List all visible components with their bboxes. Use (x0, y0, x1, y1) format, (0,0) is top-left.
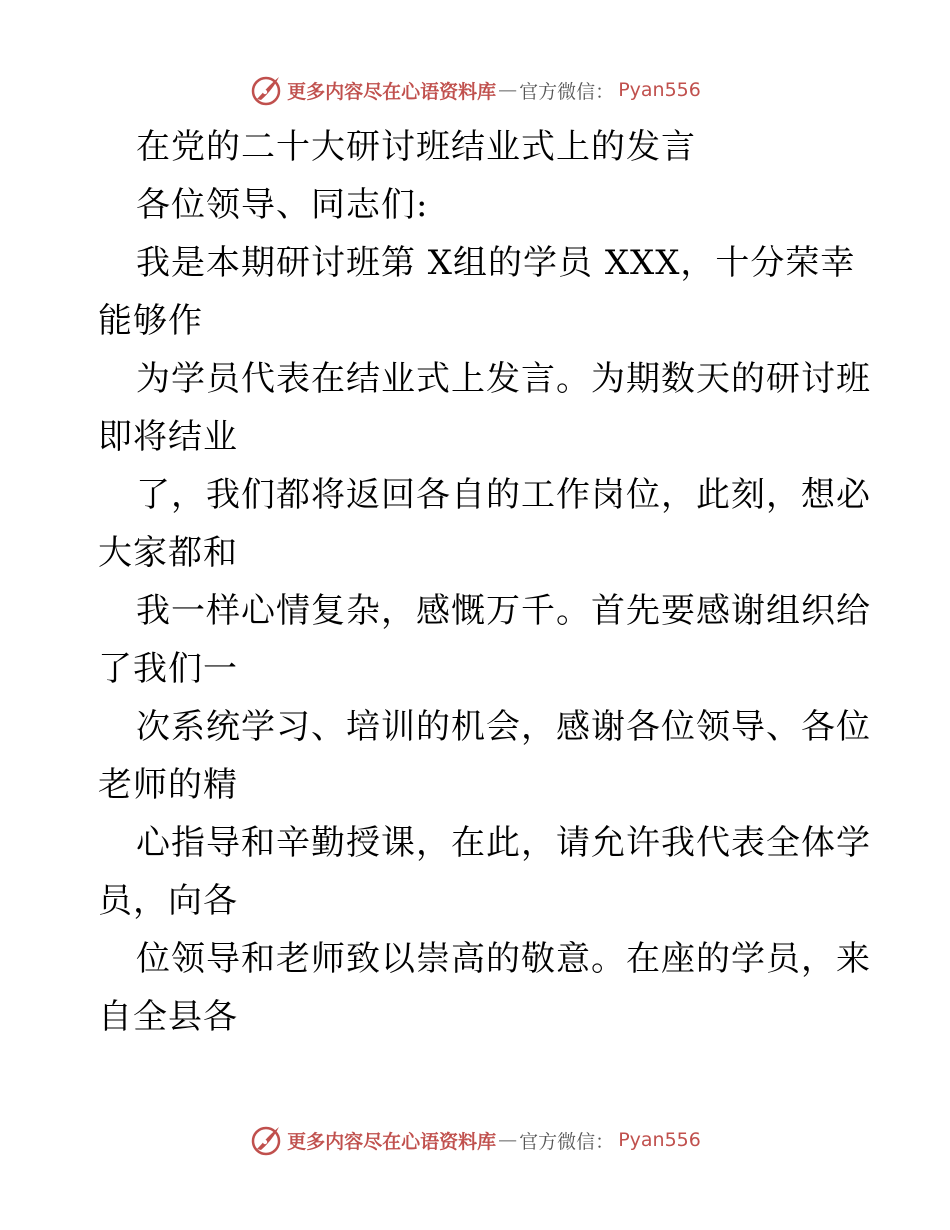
text-line: 心指导和辛勤授课，在此，请允许我代表全体学 (136, 823, 871, 863)
site-name: 更多内容尽在心语资料库 (287, 80, 497, 103)
text-line: 我是本期研讨班第 X组的学员 XXX，十分荣幸 (136, 243, 856, 283)
quill-pen-circle-icon (249, 1123, 283, 1157)
wechat-label: 官方微信： (519, 1130, 615, 1153)
text-line: 了，我们都将返回各自的工作岗位，此刻，想必 (136, 475, 871, 515)
separator-dash: — (498, 1129, 518, 1151)
separator-dash: — (498, 79, 518, 101)
salutation: 各位领导、同志们: (136, 185, 429, 225)
site-name: 更多内容尽在心语资料库 (287, 1130, 497, 1153)
text-line: 我一样心情复杂，感慨万千。首先要感谢组织给 (136, 591, 871, 631)
text-line: 为学员代表在结业式上发言。为期数天的研讨班 (136, 359, 871, 399)
quill-pen-circle-icon (249, 73, 283, 107)
wechat-label: 官方微信： (519, 80, 615, 103)
document-body (98, 118, 871, 1046)
text-line: 次系统学习、培训的机会，感谢各位领导、各位 (136, 707, 871, 747)
text-line: 员，向各 (98, 881, 238, 921)
text-line: 大家都和 (98, 533, 238, 573)
text-line: 即将结业 (98, 417, 238, 457)
text-line: 老师的精 (98, 765, 238, 805)
text-line: 自全县各 (98, 997, 238, 1037)
document-title: 在党的二十大研讨班结业式上的发言 (136, 127, 696, 167)
text-line: 了我们一 (98, 649, 238, 689)
text-line: 能够作 (98, 301, 203, 341)
wechat-id: Pyan556 (618, 79, 701, 101)
footer-watermark (0, 1120, 950, 1160)
wechat-id: Pyan556 (618, 1129, 701, 1151)
header-watermark (0, 70, 950, 110)
text-line: 位领导和老师致以崇高的敬意。在座的学员，来 (136, 939, 871, 979)
